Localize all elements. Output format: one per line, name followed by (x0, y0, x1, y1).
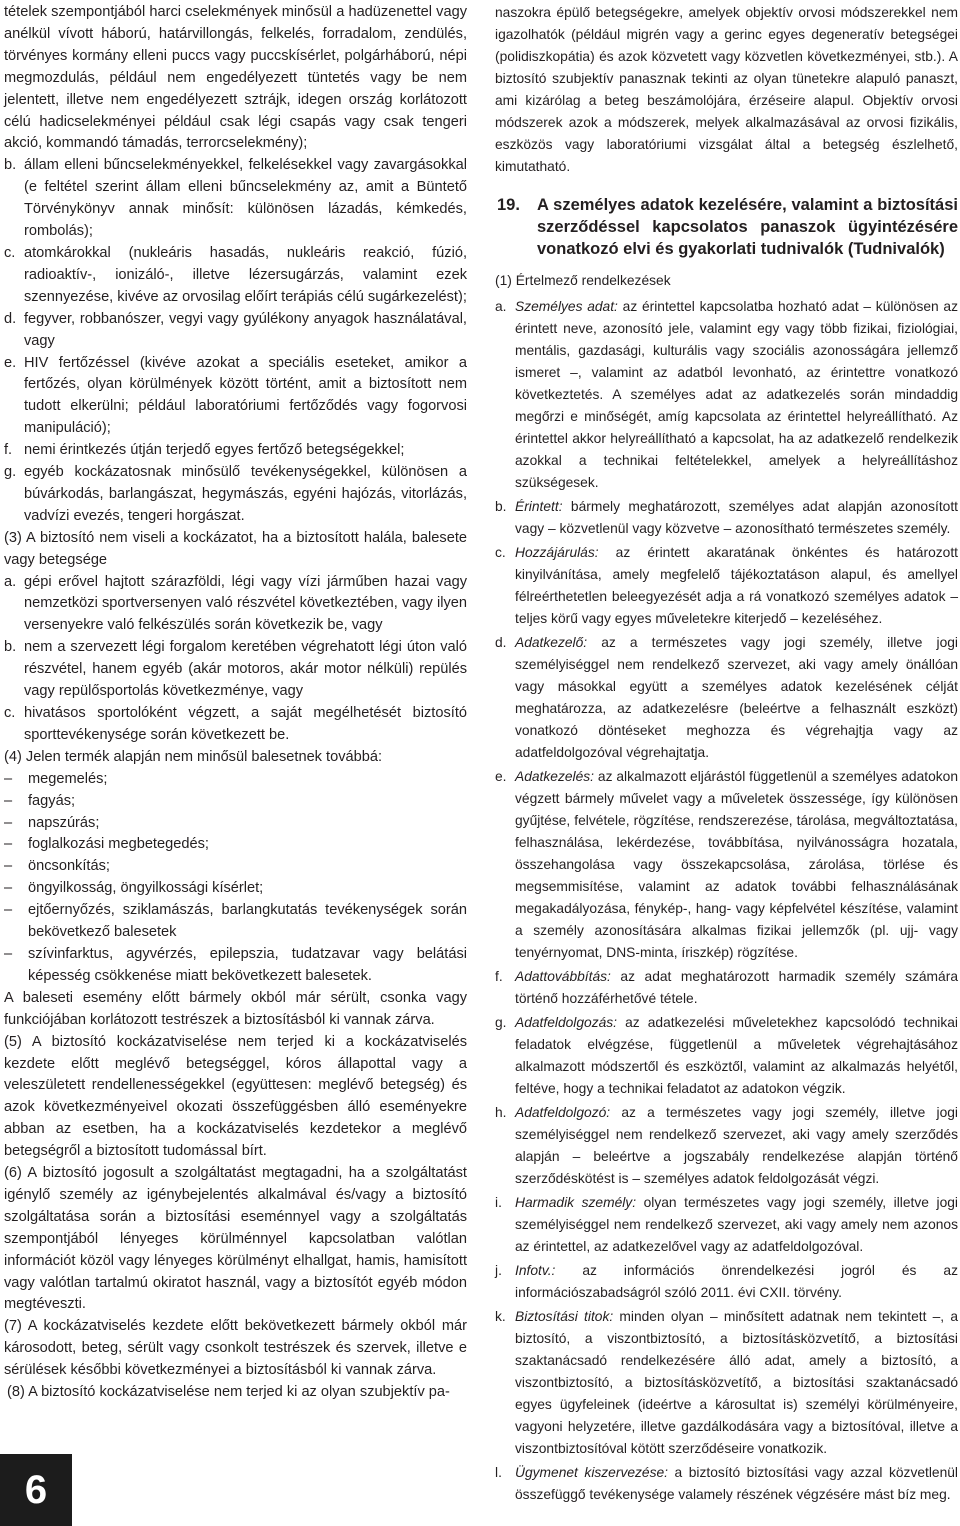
definition-text: az a természetes vagy jogi személy, illetve jogi személyiséggel nem rendelkező szervezet, aki vagy amely szerződés alapján – beleértve a jogszabály rendelkezése alapján történő szerződéskötést is – személyes adatok feldolgozását végzi. (515, 1105, 958, 1186)
dash-text: foglalkozási megbetegedés; (28, 836, 209, 853)
definition-term: Adatkezelő: (515, 635, 588, 650)
list-item (4, 462, 467, 528)
definition-body (515, 1306, 958, 1460)
definition-term: Harmadik személy: (515, 1195, 637, 1210)
definition-text: minden olyan – minősített adatnak nem tekintett –, a biztosító, a viszontbiztosító, a biztosításközvetítő, a biztosítási szaktanácsadó rendelkezésére álló adat, amely a biztosító, a viszontbiztosító, a biztosításközvetítő, a biztosítási szaktanácsadó egyes ügyfeleinek (ideértve a károsultat is) személyi körülményeire, vagyoni helyzetére, illetve gazdálkodására vagy a biztosítóval, illetve a viszontbiztosítóval kötött szerződéseire vonatkozik. (515, 1309, 958, 1456)
paragraph-5: (5) A biztosító kockázatviselése nem terjed ki a kockázatviselés kezdete előtt meglévő betegséggel, kóros állapottal vagy a veleszületett rendellenességekkel (együttesen: meglévő betegség) és azok következményeivel okozati összefüggésben álló eseményekre abban az esetben, ha a kockázatviselés kezdetekor a meglévő betegségről a biztosított tudomással bírt. (4, 1033, 467, 1160)
section-number: 19. (497, 196, 520, 214)
list-item (4, 353, 467, 441)
list-item (4, 155, 467, 243)
definition-item (495, 1012, 958, 1100)
dash-bullet: – (4, 880, 13, 897)
item-text: állam elleni bűncselekményekkel, felkelésekkel vagy zavargásokkal (e feltétel szerint állam elleni bűncselekmény az, amit a Büntető Törvénykönyv annak minősít: különösen lázadás, kémkedés, rombolás); (24, 157, 467, 240)
list-item (4, 309, 467, 353)
dash-text: megemelés; (28, 770, 108, 787)
definition-label: h. (495, 1105, 507, 1120)
definition-label: d. (495, 635, 507, 650)
dash-bullet: – (4, 902, 13, 919)
definition-body (515, 766, 958, 964)
definition-body (515, 1462, 958, 1506)
definition-label: g. (495, 1015, 507, 1030)
list-item (4, 637, 467, 703)
definition-label: e. (495, 769, 507, 784)
definition-item (495, 632, 958, 764)
definition-term: Adatfeldolgozó: (515, 1105, 611, 1120)
paragraph-4-note: A baleseti esemény előtt bármely okból már sérült, csonka vagy funkciójában korlátozott testrészek a biztosításból ki vannak zárva. (4, 989, 467, 1028)
sub-heading: (1) Értelmező rendelkezések (495, 273, 671, 288)
definition-text: a biztosító biztosítási vagy azzal közvetlenül összefüggő tevékenysége valamely részének végzésére mást bíz meg. (515, 1465, 958, 1502)
definition-text: az adat meghatározott harmadik személy számára történő hozzáférhetővé tétele. (515, 969, 958, 1006)
definition-term: Hozzájárulás: (515, 545, 599, 560)
paragraph-4: (4) Jelen termék alapján nem minősül balesetnek továbbá: (4, 748, 383, 765)
definition-text: az adatkezelési műveletekhez kapcsolódó technikai feladatok elvégzése, függetlenül a műveletek végrehajtásához alkalmazott módszertől és eszköztől, valamint az alkalmazás helyétől, feltéve, hogy a technikai feladatot az adatokon végzik. (515, 1015, 958, 1096)
dash-bullet: – (4, 945, 13, 962)
list-item (4, 572, 467, 638)
dash-bullet: – (4, 858, 13, 875)
dash-text: öncsonkítás; (28, 858, 110, 875)
definition-text: bármely meghatározott, személyes adat alapján azonosított vagy – közvetlenül vagy közvetve – azonosítható természetes személy. (515, 499, 958, 536)
definition-body (515, 1192, 958, 1258)
definition-term: Személyes adat: (515, 299, 618, 314)
definition-term: Ügymenet kiszervezése: (515, 1465, 668, 1480)
definition-item (495, 1102, 958, 1190)
dash-item (4, 878, 467, 900)
definition-item (495, 1192, 958, 1258)
definition-label: i. (495, 1195, 502, 1210)
item-label: b. (4, 157, 17, 174)
definition-item (495, 542, 958, 630)
definition-item (495, 966, 958, 1010)
dash-bullet: – (4, 792, 13, 809)
item-label: c. (4, 244, 16, 261)
definition-term: Adattovábbítás: (515, 969, 611, 984)
dash-bullet: – (4, 814, 13, 831)
definition-text: az érintett akaratának önkéntes és határozott kinyilvánítása, amely megfelelő tájékoztatáson alapul, és amellyel félreérthetetlen beleegyezését adja a rá vonatkozó személyes adatok – teljes körű vagy egyes műveletekre kiterjedő – kezeléséhez. (515, 545, 958, 626)
dash-text: szívinfarktus, agyvérzés, epilepszia, tudatzavar vagy belátási képesség csökkenése miatt bekövetkezett balesetek. (28, 945, 467, 984)
dash-item (4, 944, 467, 988)
definition-item (495, 1462, 958, 1506)
definition-text: az alkalmazott eljárástól függetlenül a személyes adatokon végzett bármely művelet vagy a műveletek összessége, így különösen gyűjtése, felvétele, rögzítése, rendszerezése, tárolása, megváltoztatása, felhasználása, lekérdezése, továbbítása, nyilvánosságra hozatala, összehangolása vagy összekapcsolása, zárolása, törlése és megsemmisítése, valamint az adatok további felhasználásának megakadályozása, fénykép-, hang- vagy képfelvétel készítése, valamint a személy azonosítására alkalmas fizikai jellemzők (pl. ujj- vagy tenyérnyomat, DNS-minta, íriszkép) rögzítése. (515, 769, 958, 960)
definition-item (495, 766, 958, 964)
dash-item (4, 834, 467, 856)
definitions-list (495, 296, 958, 1506)
definition-term: Érintett: (515, 499, 563, 514)
right-column (495, 2, 958, 1508)
definition-label: l. (495, 1465, 502, 1480)
paragraph-8: (8) A biztosító kockázatviselése nem terjed ki az olyan szubjektív pa- (7, 1384, 450, 1401)
definition-term: Biztosítási titok: (515, 1309, 614, 1324)
definition-label: b. (495, 499, 507, 514)
definition-item (495, 1306, 958, 1460)
dash-item (4, 769, 467, 791)
motorsport-exclusion-list (4, 572, 467, 747)
item-label: d. (4, 310, 17, 327)
dash-bullet: – (4, 836, 13, 853)
definition-body (515, 1012, 958, 1100)
exclusion-list (4, 155, 467, 527)
definition-item (495, 1260, 958, 1304)
definition-text: olyan természetes vagy jogi személy, illetve jogi személyiséggel nem rendelkező szervezet, aki vagy amely nem azonos az érintettel, az adatkezelővel vagy az adatfeldolgozóval. (515, 1195, 958, 1254)
definition-item (495, 496, 958, 540)
item-label: c. (4, 705, 16, 721)
page-number: 6 (0, 1454, 72, 1526)
dash-item (4, 900, 467, 944)
definition-body (515, 496, 958, 540)
dash-text: fagyás; (28, 792, 76, 809)
item-label: b. (4, 639, 17, 656)
list-item (4, 440, 467, 462)
definition-label: j. (495, 1263, 502, 1278)
dash-bullet: – (4, 770, 13, 787)
paragraph-3: (3) A biztosító nem viseli a kockázatot, ha a biztosított halála, balesete vagy betegsége (4, 529, 467, 568)
dash-item (4, 791, 467, 813)
item-text: nem a szervezett légi forgalom keretében végrehatott légi úton való részvétel, hanem egyéb (akár motoros, akár motor nélküli) repülés vagy repülősportolás következménye, vagy (24, 639, 467, 700)
item-label: a. (4, 573, 17, 590)
definition-body (515, 966, 958, 1010)
definition-term: Adatfeldolgozás: (515, 1015, 618, 1030)
definition-text: az érintettel kapcsolatba hozható adat – különösen az érintett neve, azonosító jele, valamint egy vagy több fizikai, fiziológiai, mentális, gazdasági, kulturális vagy szociális azonosságára jellemző ismeret –, valamint az adatból levonható, az érintettre vonatkozó következtetés. A személyes adat az adatkezelés során mindaddig megőrzi e minőségét, amíg kapcsolata az érintettel helyreállítható. Az érintettel akkor helyreállítható a kapcsolat, ha az adatkezelő rendelkezik azokkal a technikai feltételekkel, amelyek a helyreállításhoz szükségesek. (515, 299, 958, 490)
item-label: f. (4, 442, 13, 459)
definition-body (515, 542, 958, 630)
paragraph-war-definition: tételek szempontjából harci cselekmények minősül a hadüzenettel vagy anélkül vívott háború, határvillongás, felkelés, forradalom, zendülés, törvényes kormány elleni puccs vagy puccskísérlet, polgárháború, népi megmozdulás, például nem engedélyezett tüntetés vagy be nem jelentett, illetve nem engedélyezett sztrájk, idegen ország korlátozott célú hadicselekményei például csak légi csapás vagy csak tengeri akció, kommandó támadás, terrorcselekmény); (4, 4, 467, 152)
dash-item (4, 856, 467, 878)
definition-body (515, 632, 958, 764)
list-item (4, 703, 467, 747)
item-text: fegyver, robbanószer, vegyi vagy gyúlékony anyagok használatával, vagy (24, 310, 467, 349)
item-text: hivatásos sportolóként végzett, a saját megélhetését biztosító sporttevékenysége során következett be. (24, 705, 467, 743)
paragraph-continuation: naszokra épülő betegségekre, amelyek objektív orvosi módszerekkel nem igazolhatók (például migrén vagy a gerinc egyes degeneratív betegségei (polidiszkopátia) és azok közvetett vagy közvetlen következményei, stb.). A biztosító szubjektív panasznak tekinti az olyan tünetekre alapuló panaszt, ami kizárólag a beteg beszámolójára, érzéseire alapul. Objektív orvosi módszerek azok a módszerek, melyek alkalmazásával az orvosi fizikális, eszközös vagy laboratóriumi vizsgálat által a betegség észlelhető, kimutatható. (495, 5, 958, 174)
definition-label: a. (495, 299, 507, 314)
item-text: HIV fertőzéssel (kivéve azokat a speciális eseteket, amikor a fertőzés, olyan körülmények között történt, amit a biztosított nem tudott elkerülni; például laboratóriumi fertőződés vagy fogorvosi manipuláció); (24, 354, 467, 437)
dash-text: öngyilkosság, öngyilkossági kísérlet; (28, 880, 264, 897)
definition-body (515, 1102, 958, 1190)
item-text: egyéb kockázatosnak minősülő tevékenységekkel, különösen a búvárkodás, barlangászat, hegymászás, egyéni hajózás, vitorlázás, vadvízi evezés, tengeri horgászat. (24, 464, 467, 524)
definition-body (515, 1260, 958, 1304)
item-text: nemi érintkezés útján terjedő egyes fertőző betegségekkel; (24, 442, 405, 459)
definition-text: az a természetes vagy jogi személy, illetve jogi személyiséggel nem rendelkező szervezet, aki vagy amely önállóan vagy másokkal együtt a személyes adatok kezelésének célját meghatározza, az adatkezelésre (beleértve a felhasznált eszközt) vonatkozó döntéseket meghozza és végrehajtja vagy az adatfeldolgozóval végrehajtatja. (515, 635, 958, 760)
dash-text: napszúrás; (28, 814, 100, 831)
item-text: atomkárokkal (nukleáris hasadás, nukleáris reakció, fúzió, radioaktív-, ionizáló-, illetve lézersugárzás, valamint ezek szennyezése, kivéve az orvosilag előírt terápiás célú sugárkezelést); (24, 244, 467, 305)
item-text: gépi erővel hajtott szárazföldi, légi vagy vízi járműben hazai vagy nemzetközi sportversenyen való részvétel következtében, vagy ilyen versenyekre való felkészülés során következik be, vagy (24, 573, 467, 634)
section-heading (495, 194, 958, 260)
definition-label: f. (495, 969, 503, 984)
definition-text: az információs önrendelkezési jogról és az információszabadságról szóló 2011. évi CXII. törvény. (515, 1263, 958, 1300)
definition-label: k. (495, 1309, 506, 1324)
left-column (4, 2, 467, 1404)
section-title: A személyes adatok kezelésére, valamint a biztosítási szerződéssel kapcsolatos panaszok ügyintézésére vonatkozó elvi és gyakorlati tudnivalók (Tudnivalók) (537, 196, 958, 258)
definition-term: Adatkezelés: (515, 769, 594, 784)
definition-label: c. (495, 545, 506, 560)
item-label: g. (4, 464, 17, 481)
paragraph-6: (6) A biztosító jogosult a szolgáltatást megtagadni, ha a szolgáltatást igénylő személy az igénybejelentés alkalmával és/vagy a biztosító szolgáltatása során a biztosítási eseménnyel vagy a szolgáltatás szempontjából lényeges körülménnyel kapcsolatban valótlan információt közöl vagy lényeges körülményt elhallgat, hamis, hamisított vagy valótlan tartalmú okiratot használ, vagy a biztosítót egyéb módon megtéveszti. (4, 1165, 467, 1313)
definition-term: Infotv.: (515, 1263, 556, 1278)
dash-text: ejtőernyőzés, sziklamászás, barlangkutatás tevékenységek során bekövetkező balesetek (28, 902, 467, 941)
item-label: e. (4, 354, 17, 371)
definition-body (515, 296, 958, 494)
list-item (4, 243, 467, 309)
definition-item (495, 296, 958, 494)
paragraph-7: (7) A kockázatviselés kezdete előtt bekövetkezett bármely okból már károsodott, beteg, sérült vagy csonkolt testrészek és szervek, illetve e sérülések későbbi következményei a biztosításból ki vannak zárva. (4, 1318, 467, 1379)
non-accident-list (4, 769, 467, 988)
dash-item (4, 813, 467, 835)
